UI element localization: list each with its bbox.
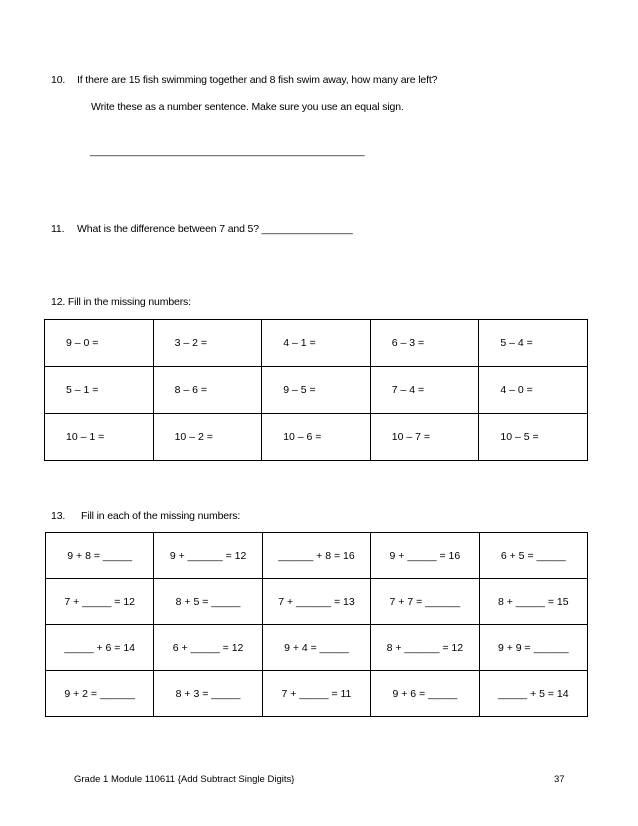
table-cell[interactable]: 10 – 7 = bbox=[370, 414, 479, 461]
table-cell[interactable]: 9 + 6 = _____ bbox=[371, 671, 479, 717]
table-cell[interactable]: 10 – 2 = bbox=[153, 414, 262, 461]
table-cell[interactable]: 9 – 5 = bbox=[262, 367, 371, 414]
table-cell[interactable]: 8 – 6 = bbox=[153, 367, 262, 414]
q11-question[interactable]: What is the difference between 7 and 5? ________________ bbox=[77, 223, 353, 235]
q10-answer-line[interactable]: _______________________________________________ bbox=[90, 145, 365, 157]
table-cell[interactable]: 10 – 1 = bbox=[45, 414, 154, 461]
table-cell[interactable]: 3 – 2 = bbox=[153, 320, 262, 367]
q12-subtraction-table bbox=[44, 319, 588, 461]
table-cell[interactable]: 9 + 4 = _____ bbox=[262, 625, 370, 671]
table-cell[interactable]: ______ + 8 = 16 bbox=[262, 533, 370, 579]
table-cell[interactable]: 6 + 5 = _____ bbox=[479, 533, 587, 579]
table-cell[interactable]: 10 – 5 = bbox=[479, 414, 588, 461]
table-cell[interactable]: 9 + _____ = 16 bbox=[371, 533, 479, 579]
table-row bbox=[46, 671, 588, 717]
table-cell[interactable]: 8 + ______ = 12 bbox=[371, 625, 479, 671]
q10-number: 10. bbox=[51, 74, 66, 86]
q13-title: Fill in each of the missing numbers: bbox=[81, 510, 241, 522]
table-cell[interactable]: 8 + 3 = _____ bbox=[154, 671, 262, 717]
table-cell[interactable]: 9 – 0 = bbox=[45, 320, 154, 367]
table-cell[interactable]: 8 + 5 = _____ bbox=[154, 579, 262, 625]
table-row bbox=[45, 367, 588, 414]
q13-addition-table bbox=[45, 532, 588, 717]
table-row bbox=[45, 320, 588, 367]
table-cell[interactable]: 7 + ______ = 13 bbox=[262, 579, 370, 625]
q10-question: If there are 15 fish swimming together and 8 fish swim away, how many are left? bbox=[77, 74, 438, 86]
table-cell[interactable]: 9 + 9 = ______ bbox=[479, 625, 587, 671]
table-cell[interactable]: 9 + 8 = _____ bbox=[46, 533, 154, 579]
table-cell[interactable]: 5 – 1 = bbox=[45, 367, 154, 414]
table-cell[interactable]: 6 – 3 = bbox=[370, 320, 479, 367]
table-cell[interactable]: 9 + ______ = 12 bbox=[154, 533, 262, 579]
table-cell[interactable]: 6 + _____ = 12 bbox=[154, 625, 262, 671]
table-cell[interactable]: 7 + _____ = 12 bbox=[46, 579, 154, 625]
table-cell[interactable]: 10 – 6 = bbox=[262, 414, 371, 461]
table-cell[interactable]: 7 + 7 = ______ bbox=[371, 579, 479, 625]
q13-number: 13. bbox=[51, 510, 66, 522]
page-number: 37 bbox=[554, 774, 565, 785]
q11-number: 11. bbox=[51, 223, 65, 235]
table-cell[interactable]: 7 – 4 = bbox=[370, 367, 479, 414]
table-cell[interactable]: 4 – 1 = bbox=[262, 320, 371, 367]
table-cell[interactable]: 8 + _____ = 15 bbox=[479, 579, 587, 625]
footer-title: Grade 1 Module 110611 {Add Subtract Single Digits} bbox=[74, 774, 295, 785]
table-cell[interactable]: _____ + 6 = 14 bbox=[46, 625, 154, 671]
q12-title: 12. Fill in the missing numbers: bbox=[51, 296, 191, 308]
table-row bbox=[45, 414, 588, 461]
table-row bbox=[46, 579, 588, 625]
table-row bbox=[46, 625, 588, 671]
q10-instruction: Write these as a number sentence. Make sure you use an equal sign. bbox=[91, 101, 404, 113]
table-row bbox=[46, 533, 588, 579]
table-cell[interactable]: 4 – 0 = bbox=[479, 367, 588, 414]
table-cell[interactable]: 5 – 4 = bbox=[479, 320, 588, 367]
table-cell[interactable]: _____ + 5 = 14 bbox=[479, 671, 587, 717]
table-cell[interactable]: 9 + 2 = ______ bbox=[46, 671, 154, 717]
table-cell[interactable]: 7 + _____ = 11 bbox=[262, 671, 370, 717]
